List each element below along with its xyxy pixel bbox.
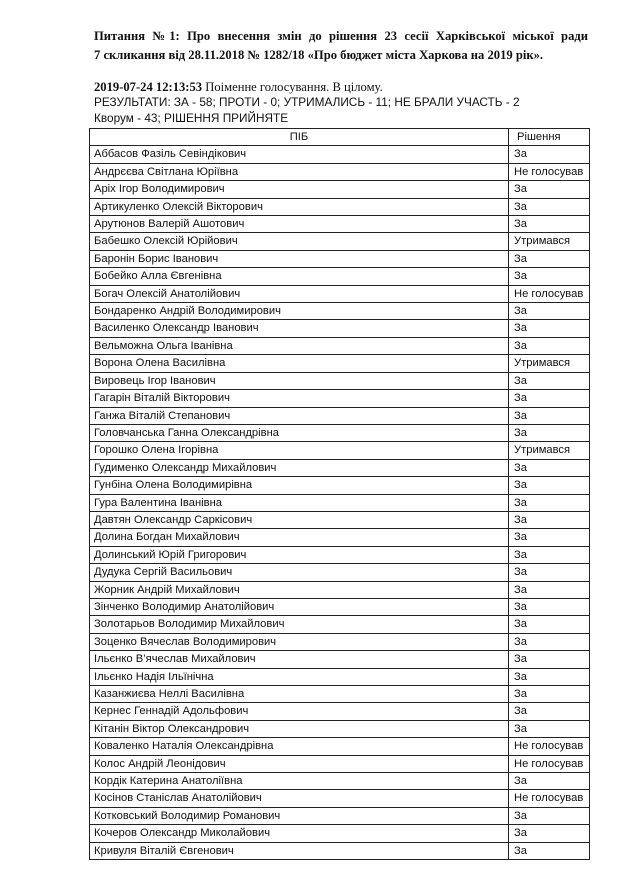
table-row <box>90 529 590 546</box>
table-row <box>90 390 590 407</box>
table-row <box>90 285 590 302</box>
vote-decision: За <box>509 633 590 650</box>
deputy-name: Золотарьов Володимир Михайлович <box>90 616 509 633</box>
table-row <box>90 755 590 772</box>
table-row <box>90 355 590 372</box>
table-row <box>90 790 590 807</box>
table-row <box>90 424 590 441</box>
table-row <box>90 337 590 354</box>
deputy-name: Долинський Юрій Григорович <box>90 546 509 563</box>
vote-decision: За <box>509 616 590 633</box>
table-row <box>90 773 590 790</box>
column-header-decision: Рішення <box>509 129 590 146</box>
deputy-name: Кітанін Віктор Олександрович <box>90 720 509 737</box>
deputy-name: Головчанська Ганна Олександрівна <box>90 424 509 441</box>
vote-decision: За <box>509 494 590 511</box>
deputy-name: Бондаренко Андрій Володимирович <box>90 303 509 320</box>
vote-decision: За <box>509 720 590 737</box>
deputy-name: Ільєнко Надія Ільїнічна <box>90 668 509 685</box>
vote-decision: За <box>509 320 590 337</box>
deputy-name: Аріх Ігор Володимирович <box>90 181 509 198</box>
vote-info-line <box>94 79 383 95</box>
table-row <box>90 320 590 337</box>
table-row <box>90 633 590 650</box>
agenda-title-line-1: Питання №1: Про внесення змін до рішення 23 сесії Харківської міської ради <box>94 29 588 43</box>
vote-decision: За <box>509 424 590 441</box>
deputy-name: Дудука Сергій Васильович <box>90 564 509 581</box>
vote-decision: За <box>509 198 590 215</box>
table-row <box>90 146 590 163</box>
deputy-name: Кочеров Олександр Миколайович <box>90 825 509 842</box>
vote-decision: Не голосував <box>509 285 590 302</box>
column-header-name: ПІБ <box>90 129 509 146</box>
deputy-name: Ільєнко В’ячеслав Михайлович <box>90 651 509 668</box>
table-row <box>90 233 590 250</box>
vote-decision: За <box>509 459 590 476</box>
deputy-name: Кернес Геннадій Адольфович <box>90 703 509 720</box>
vote-decision: Утримався <box>509 442 590 459</box>
vote-decision: За <box>509 477 590 494</box>
deputy-name: Бобейко Алла Євгенівна <box>90 268 509 285</box>
deputy-name: Богач Олексій Анатолійович <box>90 285 509 302</box>
deputy-name: Ганжа Віталій Степанович <box>90 407 509 424</box>
deputy-name: Василенко Олександр Іванович <box>90 320 509 337</box>
results-summary: РЕЗУЛЬТАТИ: ЗА - 58; ПРОТИ - 0; УТРИМАЛИСЬ - 11; НЕ БРАЛИ УЧАСТЬ - 2 <box>94 95 520 109</box>
vote-decision: За <box>509 372 590 389</box>
vote-decision: За <box>509 668 590 685</box>
deputy-name: Долина Богдан Михайлович <box>90 529 509 546</box>
deputy-name: Колос Андрій Леонідович <box>90 755 509 772</box>
table-row <box>90 738 590 755</box>
vote-decision: За <box>509 842 590 859</box>
vote-decision: За <box>509 686 590 703</box>
table-row <box>90 825 590 842</box>
deputy-name: Гунбіна Олена Володимирівна <box>90 477 509 494</box>
table-row <box>90 651 590 668</box>
table-row <box>90 546 590 563</box>
vote-decision: За <box>509 581 590 598</box>
vote-decision: За <box>509 825 590 842</box>
vote-decision: За <box>509 807 590 824</box>
table-row <box>90 163 590 180</box>
deputy-name: Зоценко Вячеслав Володимирович <box>90 633 509 650</box>
table-row <box>90 372 590 389</box>
roll-call-table <box>89 128 590 860</box>
table-row <box>90 703 590 720</box>
table-row <box>90 616 590 633</box>
vote-decision: За <box>509 598 590 615</box>
deputy-name: Косінов Станіслав Анатолійович <box>90 790 509 807</box>
vote-decision: Утримався <box>509 233 590 250</box>
vote-decision: За <box>509 511 590 528</box>
deputy-name: Андрєєва Світлана Юріївна <box>90 163 509 180</box>
table-row <box>90 477 590 494</box>
deputy-name: Казанжиєва Неллі Василівна <box>90 686 509 703</box>
deputy-name: Горошко Олена Ігорівна <box>90 442 509 459</box>
deputy-name: Гудименко Олександр Михайлович <box>90 459 509 476</box>
agenda-item-title <box>94 27 588 65</box>
agenda-title-line-2: 7 скликання від 28.11.2018 № 1282/18 «Про бюджет міста Харкова на 2019 рік». <box>94 48 544 62</box>
table-row <box>90 581 590 598</box>
table-row <box>90 842 590 859</box>
deputy-name: Гура Валентина Іванівна <box>90 494 509 511</box>
vote-decision: За <box>509 216 590 233</box>
vote-decision: За <box>509 337 590 354</box>
deputy-name: Баронін Борис Іванович <box>90 250 509 267</box>
table-row <box>90 598 590 615</box>
table-row <box>90 268 590 285</box>
table-row <box>90 807 590 824</box>
vote-decision: За <box>509 390 590 407</box>
deputy-name: Жорник Андрій Михайлович <box>90 581 509 598</box>
vote-decision: За <box>509 773 590 790</box>
vote-timestamp: 2019-07-24 12:13:53 <box>94 80 203 94</box>
vote-decision: Не голосував <box>509 738 590 755</box>
vote-decision: Не голосував <box>509 755 590 772</box>
vote-decision: За <box>509 564 590 581</box>
table-row <box>90 303 590 320</box>
vote-decision: Утримався <box>509 355 590 372</box>
table-row <box>90 668 590 685</box>
vote-decision: За <box>509 303 590 320</box>
table-row <box>90 686 590 703</box>
deputy-name: Зінченко Володимир Анатолійович <box>90 598 509 615</box>
deputy-name: Давтян Олександр Саркісович <box>90 511 509 528</box>
vote-decision: За <box>509 529 590 546</box>
vote-decision: Не голосував <box>509 163 590 180</box>
deputy-name: Ворона Олена Василівна <box>90 355 509 372</box>
vote-decision: Не голосував <box>509 790 590 807</box>
vote-decision: За <box>509 250 590 267</box>
deputy-name: Кривуля Віталій Євгенович <box>90 842 509 859</box>
vote-type: Поіменне голосування. В цілому. <box>205 80 383 94</box>
table-header-row <box>90 129 590 146</box>
vote-decision: За <box>509 546 590 563</box>
table-row <box>90 494 590 511</box>
quorum-decision: Кворум - 43; РІШЕННЯ ПРИЙНЯТЕ <box>94 111 289 125</box>
deputy-name: Вировець Ігор Іванович <box>90 372 509 389</box>
vote-decision: За <box>509 181 590 198</box>
table-row <box>90 511 590 528</box>
deputy-name: Кордік Катерина Анатоліївна <box>90 773 509 790</box>
deputy-name: Бабешко Олексій Юрійович <box>90 233 509 250</box>
table-row <box>90 250 590 267</box>
deputy-name: Арутюнов Валерій Ашотович <box>90 216 509 233</box>
table-row <box>90 564 590 581</box>
table-row <box>90 198 590 215</box>
table-row <box>90 720 590 737</box>
vote-decision: За <box>509 268 590 285</box>
deputy-name: Гагарін Віталій Вікторович <box>90 390 509 407</box>
vote-decision: За <box>509 146 590 163</box>
deputy-name: Аббасов Фазіль Севіндікович <box>90 146 509 163</box>
deputy-name: Коваленко Наталія Олександрівна <box>90 738 509 755</box>
deputy-name: Котковський Володимир Романович <box>90 807 509 824</box>
table-row <box>90 407 590 424</box>
vote-decision: За <box>509 703 590 720</box>
deputy-name: Артикуленко Олексій Вікторович <box>90 198 509 215</box>
table-row <box>90 459 590 476</box>
vote-results <box>94 95 588 125</box>
deputy-name: Вельможна Ольга Іванівна <box>90 337 509 354</box>
table-row <box>90 442 590 459</box>
table-row <box>90 181 590 198</box>
vote-decision: За <box>509 651 590 668</box>
table-row <box>90 216 590 233</box>
vote-decision: За <box>509 407 590 424</box>
